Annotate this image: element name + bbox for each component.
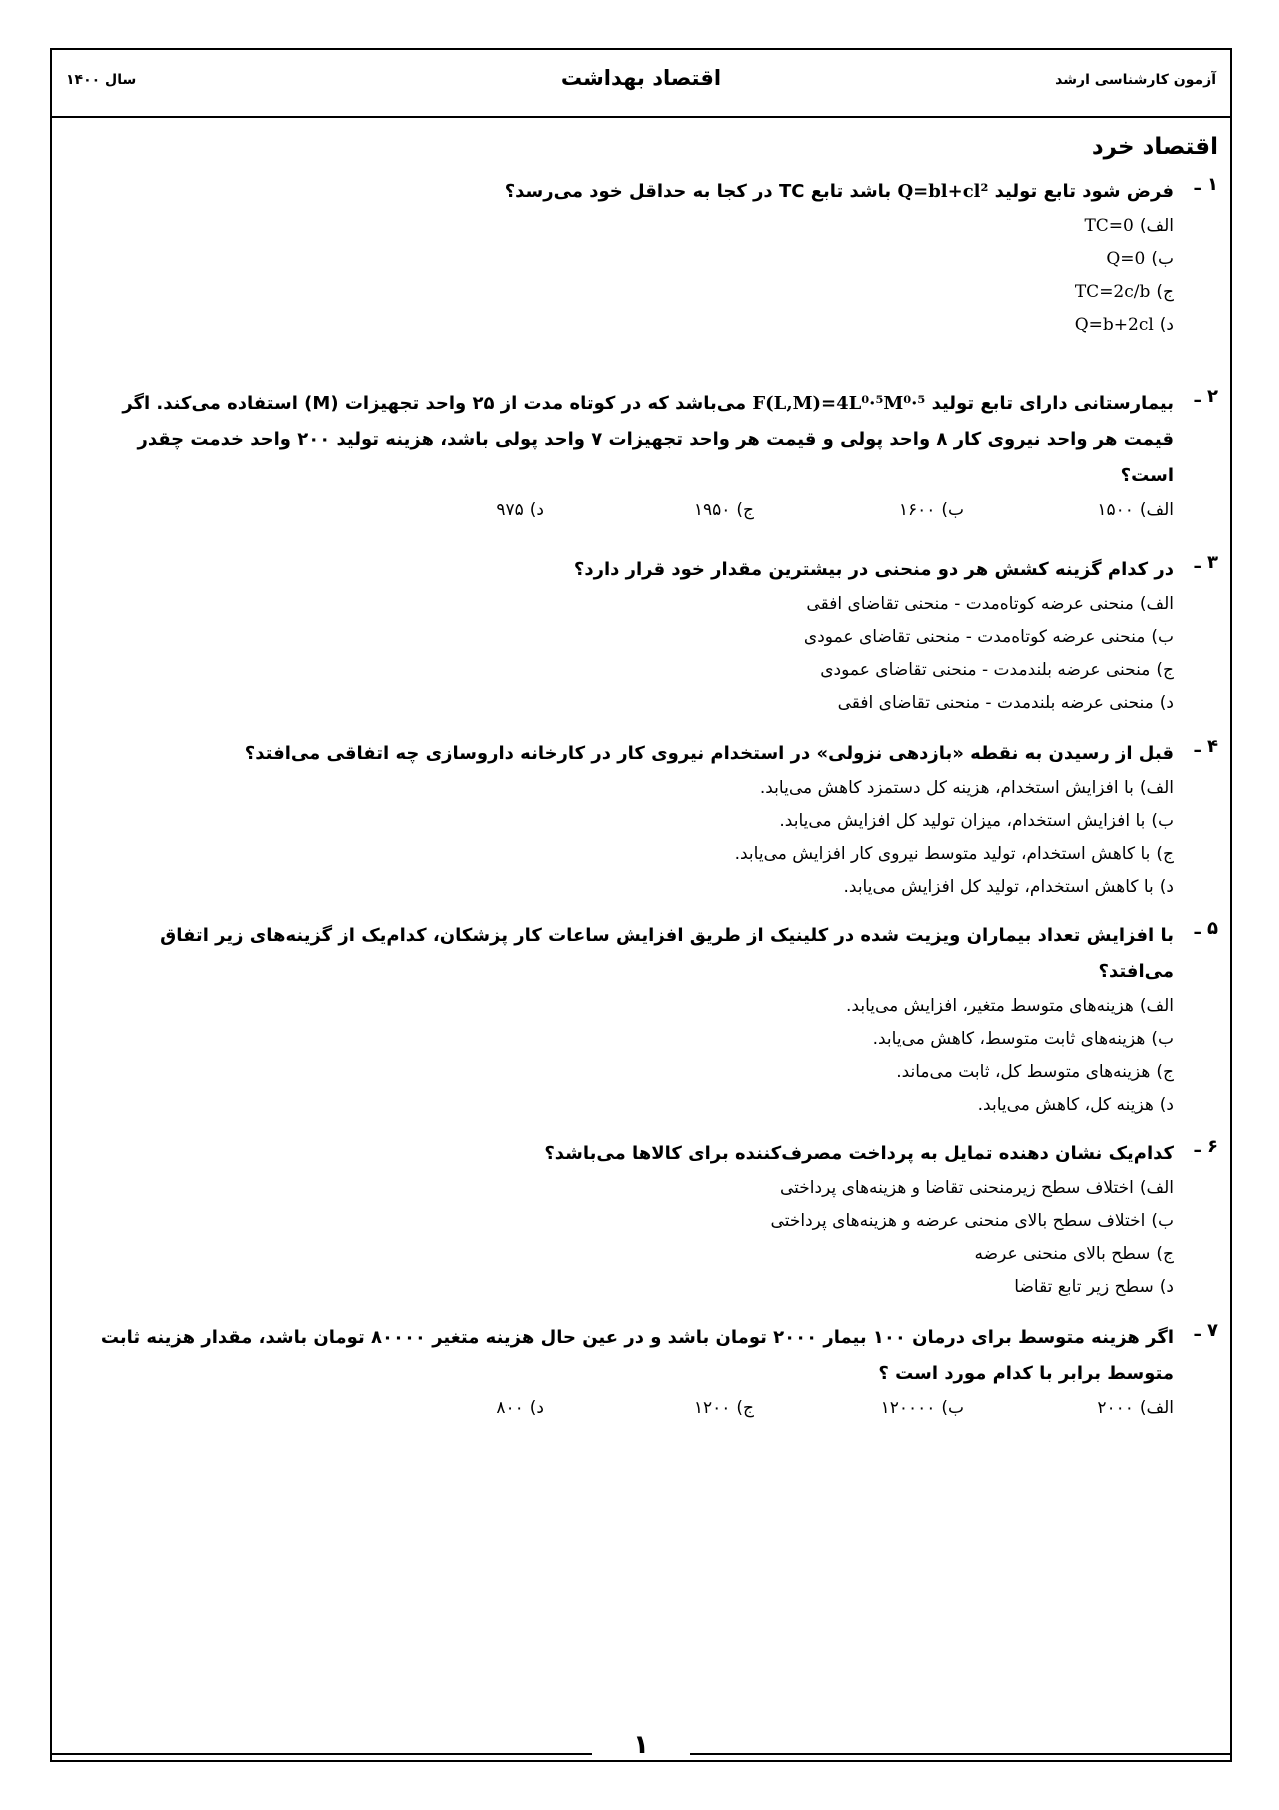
option-a[interactable] xyxy=(82,210,1174,243)
option-text: ۱۶۰۰ xyxy=(898,500,936,520)
option-label: د) xyxy=(529,1398,544,1418)
question-number: ۶ ـ xyxy=(1194,1136,1218,1157)
option-c[interactable] xyxy=(82,1056,1174,1089)
option-d[interactable] xyxy=(82,1271,1174,1304)
question-text: در کدام گزینه کشش هر دو منحنی در بیشترین مقدار خود قرار دارد؟ xyxy=(573,559,1174,580)
option-c[interactable] xyxy=(82,654,1174,687)
question-text: اگر هزینه متوسط برای درمان ۱۰۰ بیمار ۲۰۰۰ تومان باشد و در عین حال هزینه متغیر ۸۰۰۰۰ تومان باشد، مقدار هزینه ثابت متوسط برابر با کدام مورد است ؟ xyxy=(100,1327,1174,1384)
question-text xyxy=(82,174,1174,210)
section-title: اقتصاد خرد xyxy=(1091,134,1218,160)
option-d[interactable] xyxy=(334,494,544,527)
option-text: هزینه کل، کاهش می‌یابد. xyxy=(977,1095,1154,1115)
page-number: ۱ xyxy=(633,1730,649,1760)
question-5 xyxy=(82,918,1218,1122)
option-label: د) xyxy=(1159,315,1174,335)
option-label: ب) xyxy=(1151,1029,1174,1049)
options xyxy=(82,1172,1174,1304)
option-label: ج) xyxy=(1156,282,1174,302)
options xyxy=(82,588,1174,720)
option-d[interactable] xyxy=(82,309,1174,342)
option-text: ۱۵۰۰ xyxy=(1097,500,1134,520)
option-label: ب) xyxy=(941,1398,964,1418)
options xyxy=(82,990,1174,1122)
option-a[interactable] xyxy=(964,494,1174,527)
question-4 xyxy=(82,736,1218,904)
option-label: ب) xyxy=(1151,627,1174,647)
option-text: هزینه‌های متوسط متغیر، افزایش می‌یابد. xyxy=(846,996,1134,1016)
question-text: کدام‌یک نشان دهنده تمایل به پرداخت مصرف‌کننده برای کالاها می‌باشد؟ xyxy=(544,1143,1174,1164)
option-label: ب) xyxy=(1151,1211,1174,1231)
option-text: ۸۰۰ xyxy=(496,1398,524,1418)
option-c[interactable] xyxy=(82,1238,1174,1271)
option-text: ۹۷۵ xyxy=(496,500,524,520)
option-d[interactable] xyxy=(82,687,1174,720)
options xyxy=(82,772,1174,904)
option-text: منحنی عرضه بلندمدت - منحنی تقاضای عمودی xyxy=(820,660,1151,680)
question-number: ۷ ـ xyxy=(1194,1320,1218,1341)
options xyxy=(82,494,1174,527)
option-c[interactable] xyxy=(544,494,754,527)
question-text: با افزایش تعداد بیماران ویزیت شده در کلینیک از طریق افزایش ساعات کار پزشکان، کدام‌یک از گزینه‌های زیر اتفاق می‌افتد؟ xyxy=(160,925,1174,982)
option-d[interactable] xyxy=(334,1392,544,1425)
option-label: د) xyxy=(1159,1095,1174,1115)
option-text: ۱۲۰۰ xyxy=(693,1398,731,1418)
option-text: Q=b+2cl xyxy=(1074,315,1154,335)
question-1 xyxy=(82,174,1218,342)
subject-title: اقتصاد بهداشت xyxy=(560,66,722,90)
question-number: ۴ ـ xyxy=(1194,736,1218,757)
option-label: ج) xyxy=(1156,1244,1174,1264)
option-label: الف) xyxy=(1139,996,1174,1016)
option-text: سطح زیر تابع تقاضا xyxy=(1014,1277,1154,1297)
option-c[interactable] xyxy=(82,276,1174,309)
option-text: منحنی عرضه کوتاه‌مدت - منحنی تقاضای افقی xyxy=(806,594,1134,614)
option-text: ۱۲۰۰۰۰ xyxy=(880,1398,936,1418)
option-b[interactable] xyxy=(82,1205,1174,1238)
option-text: ۱۹۵۰ xyxy=(693,500,731,520)
option-text: اختلاف سطح بالای منحنی عرضه و هزینه‌های پرداختی xyxy=(770,1211,1146,1231)
option-b[interactable] xyxy=(82,243,1174,276)
question-number: ۳ ـ xyxy=(1194,552,1218,573)
option-text: TC=2c/b xyxy=(1074,282,1151,302)
option-label: ج) xyxy=(736,1398,754,1418)
question-number: ۱ ـ xyxy=(1194,174,1218,195)
option-label: ج) xyxy=(736,500,754,520)
option-text: TC=0 xyxy=(1084,216,1134,236)
question-text-before: بیمارستانی دارای تابع تولید xyxy=(925,393,1174,414)
option-label: الف) xyxy=(1139,216,1174,236)
option-text: هزینه‌های ثابت متوسط، کاهش می‌یابد. xyxy=(872,1029,1146,1049)
question-number: ۵ ـ xyxy=(1194,918,1218,939)
option-label: ب) xyxy=(1151,811,1174,831)
question-7 xyxy=(82,1320,1218,1425)
option-c[interactable] xyxy=(82,838,1174,871)
option-text: Q=0 xyxy=(1106,249,1146,269)
page-frame xyxy=(50,48,1232,1762)
question-text-after: باشد تابع TC در کجا به حداقل خود می‌رسد؟ xyxy=(504,181,898,202)
option-c[interactable] xyxy=(544,1392,754,1425)
question-text xyxy=(82,386,1174,494)
option-text: با کاهش استخدام، تولید متوسط نیروی کار افزایش می‌یابد. xyxy=(734,844,1151,864)
option-b[interactable] xyxy=(82,1023,1174,1056)
option-a[interactable] xyxy=(82,772,1174,805)
option-text: سطح بالای منحنی عرضه xyxy=(974,1244,1151,1264)
formula: Q=bl+cl² xyxy=(897,181,989,202)
option-a[interactable] xyxy=(964,1392,1174,1425)
question-number: ۲ ـ xyxy=(1194,386,1218,407)
option-d[interactable] xyxy=(82,871,1174,904)
formula: F(L,M)=4L⁰·⁵M⁰·⁵ xyxy=(752,393,926,414)
option-label: د) xyxy=(529,500,544,520)
option-a[interactable] xyxy=(82,588,1174,621)
option-text: منحنی عرضه کوتاه‌مدت - منحنی تقاضای عمودی xyxy=(803,627,1146,647)
exam-title: آزمون کارشناسی ارشد xyxy=(1055,72,1216,88)
option-a[interactable] xyxy=(82,990,1174,1023)
option-label: ب) xyxy=(941,500,964,520)
options xyxy=(82,210,1174,342)
page-header xyxy=(52,50,1230,118)
option-text: با کاهش استخدام، تولید کل افزایش می‌یابد. xyxy=(843,877,1154,897)
option-b[interactable] xyxy=(754,1392,964,1425)
option-text: اختلاف سطح زیرمنحنی تقاضا و هزینه‌های پرداختی xyxy=(779,1178,1134,1198)
option-label: الف) xyxy=(1139,778,1174,798)
option-label: د) xyxy=(1159,1277,1174,1297)
option-label: ج) xyxy=(1156,844,1174,864)
option-text: با افزایش استخدام، هزینه کل دستمزد کاهش می‌یابد. xyxy=(759,778,1134,798)
option-label: الف) xyxy=(1139,1178,1174,1198)
option-label: د) xyxy=(1159,877,1174,897)
question-6 xyxy=(82,1136,1218,1304)
question-2 xyxy=(82,386,1218,527)
option-label: د) xyxy=(1159,693,1174,713)
option-label: الف) xyxy=(1139,500,1174,520)
question-text-after: می‌باشد که در کوتاه مدت از ۲۵ واحد تجهیزات (M) استفاده می‌کند. اگر قیمت هر واحد نیروی کار ۸ واحد پولی و قیمت هر واحد تجهیزات ۷ واحد پولی باشد، هزینه تولید ۲۰۰ واحد خدمت چقدر است؟ xyxy=(122,393,1174,486)
option-label: ج) xyxy=(1156,660,1174,680)
option-label: الف) xyxy=(1139,594,1174,614)
exam-year: سال ۱۴۰۰ xyxy=(66,72,137,88)
question-3 xyxy=(82,552,1218,720)
question-text: قبل از رسیدن به نقطه «بازدهی نزولی» در استخدام نیروی کار در کارخانه داروسازی چه اتفاقی می‌افتد؟ xyxy=(244,743,1174,764)
option-text: منحنی عرضه بلندمدت - منحنی تقاضای افقی xyxy=(837,693,1154,713)
option-label: ج) xyxy=(1156,1062,1174,1082)
option-text: هزینه‌های متوسط کل، ثابت می‌ماند. xyxy=(896,1062,1151,1082)
options xyxy=(82,1392,1174,1425)
option-b[interactable] xyxy=(754,494,964,527)
option-b[interactable] xyxy=(82,805,1174,838)
option-d[interactable] xyxy=(82,1089,1174,1122)
question-text-before: فرض شود تابع تولید xyxy=(988,181,1174,202)
option-a[interactable] xyxy=(82,1172,1174,1205)
option-text: با افزایش استخدام، میزان تولید کل افزایش می‌یابد. xyxy=(779,811,1146,831)
option-label: الف) xyxy=(1139,1398,1174,1418)
option-b[interactable] xyxy=(82,621,1174,654)
option-label: ب) xyxy=(1151,249,1174,269)
option-text: ۲۰۰۰ xyxy=(1097,1398,1134,1418)
